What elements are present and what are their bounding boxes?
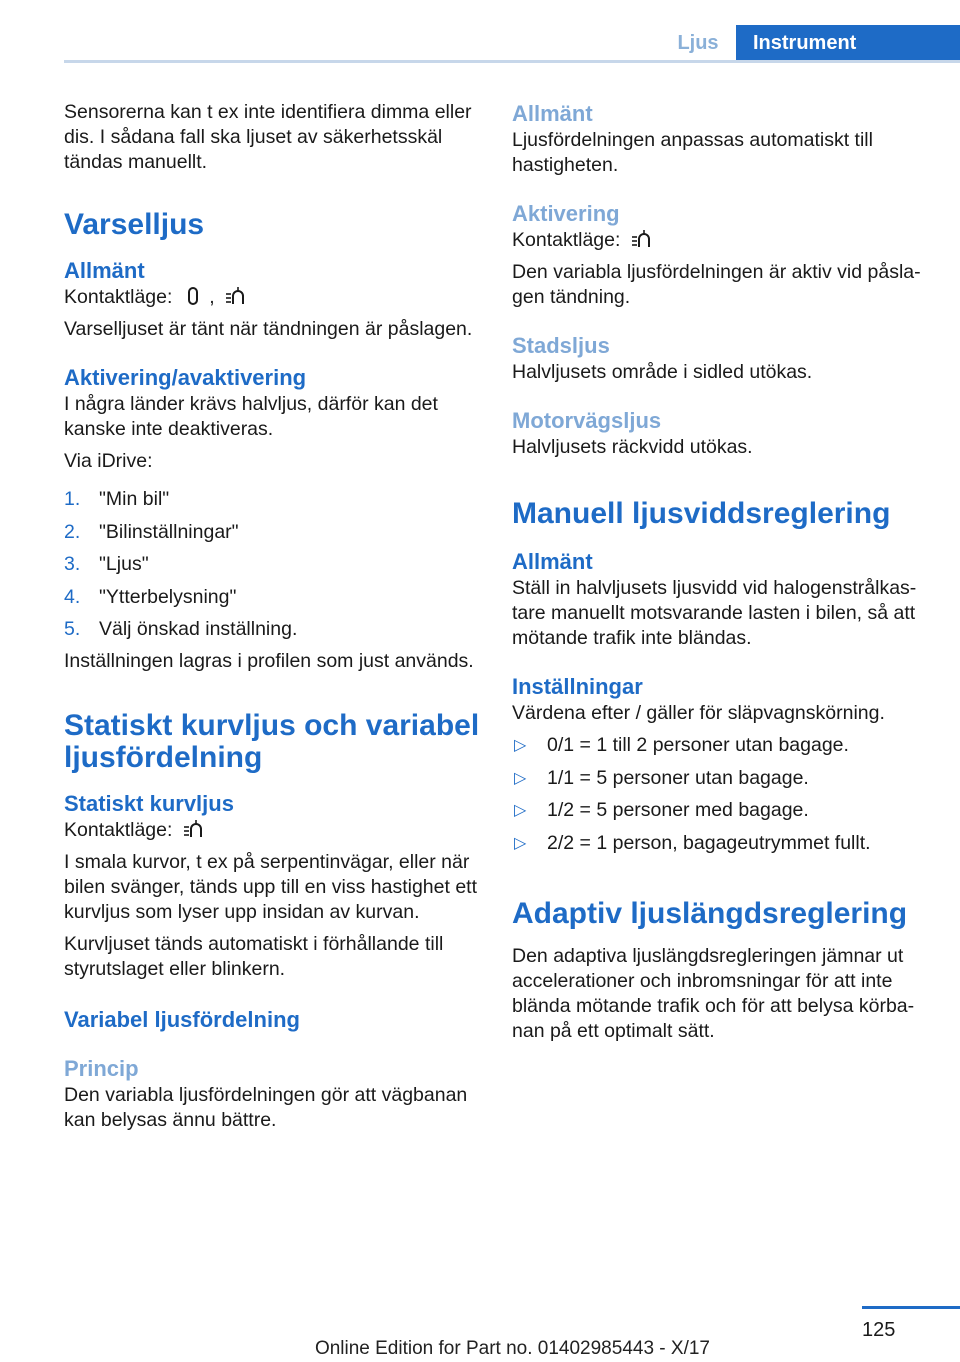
item-text: 0/1 = 1 till 2 personer utan bagage. (547, 734, 849, 756)
left-column (64, 100, 482, 1133)
step-text: Välj önskad inställning. (99, 618, 298, 640)
item-text: 1/2 = 5 personer med bagage. (547, 799, 809, 821)
kontakt-separator: , (209, 286, 215, 308)
list-item (512, 798, 932, 823)
varselljus-allmant-heading: Allmänt (64, 258, 145, 283)
step-text: "Bilinställningar" (99, 520, 239, 543)
adaptiv-title: Adaptiv ljuslängdsreglering (512, 896, 908, 930)
motorvag-heading: Motorvägsljus (512, 408, 662, 433)
stadsljus-body: Halvljusets område i sidled utökas. (512, 361, 813, 383)
footer-rule (862, 1306, 960, 1309)
list-item (512, 733, 932, 758)
bullet-triangle-icon: ▷ (514, 769, 527, 787)
princip-heading: Princip (64, 1056, 139, 1081)
edition-text: Online Edition for Part no. 01402985443 - X/17 (314, 1338, 710, 1359)
ignition-off-icon (182, 285, 204, 307)
aktivering-kontakt-line (512, 228, 932, 253)
header-chapter-tab: Instrument (736, 25, 960, 61)
list-item (512, 766, 932, 791)
adaptiv-body: Den adaptiva ljuslängdsregleringen jämnar ut accelerationer och inbromsningar för att inte blända mötande trafik och för att belysa körbanan på ett optimalt sätt. (512, 944, 915, 1042)
kontakt-label: Kontaktläge: (64, 286, 173, 308)
step-text: "Ljus" (99, 553, 149, 575)
manuell-allmant-heading: Allmänt (512, 549, 593, 574)
bullet-triangle-icon: ▷ (514, 802, 527, 819)
motorvag-body: Halvljusets räckvidd utökas. (512, 436, 753, 458)
varselljus-body: Varselljuset är tänt när tändningen är påslagen. (64, 318, 473, 340)
manuell-allmant-body: Ställ in halvljusets ljusvidd vid halogenstrålkastare manuellt motsvarande lasten i bilen, så att mötande trafik inte bländas. (512, 577, 917, 649)
manuell-title: Manuell ljusviddsreglering (512, 497, 891, 530)
statiskt-kontakt-line (64, 818, 482, 843)
step-number: 4. (64, 585, 81, 608)
list-item (64, 617, 482, 642)
step-number: 5. (64, 618, 81, 640)
statiskt-body-1: I smala kurvor, t ex på serpentinvägar, eller när bilen svänger, tänds upp till en viss hastighet ett kurvljus som lyser upp insidan av kurvan. (64, 851, 478, 923)
installningar-body: Värdena efter / gäller för släpvagnskörning. (512, 702, 885, 724)
allmant-body-right: Ljusfördelningen anpassas automatiskt till hastigheten. (512, 129, 873, 176)
stadsljus-heading: Stadsljus (512, 333, 610, 358)
variabel-heading: Variabel ljusfördelning (64, 1007, 300, 1032)
step-text: "Ytterbelysning" (99, 585, 237, 608)
item-text: 1/1 = 5 personer utan bagage. (547, 766, 809, 789)
intro-text: Sensorerna kan t ex inte identifiera dimma eller dis. I sådana fall ska ljuset av säkerhetsskäl tändas manuellt. (64, 101, 472, 173)
step-number: 1. (64, 488, 81, 510)
statiskt-body-2: Kurvljuset tänds automatiskt i förhållande till styrutslaget eller blinkern. (64, 933, 444, 980)
installningar-heading: Inställningar (512, 674, 643, 699)
step-text: "Min bil" (99, 488, 170, 510)
varselljus-kontakt-line (64, 285, 482, 310)
list-item (64, 520, 482, 545)
step-number: 3. (64, 553, 81, 575)
ignition-on-icon (182, 818, 204, 840)
kontakt-label: Kontaktläge: (64, 819, 173, 841)
ignition-on-icon (224, 285, 246, 307)
right-column (512, 100, 932, 1044)
header-section-tab: Ljus (677, 32, 719, 54)
allmant-heading-right: Allmänt (512, 101, 593, 126)
statiskt-heading: Statiskt kurvljus (64, 791, 234, 816)
varselljus-title: Varselljus (64, 208, 205, 241)
aktivering-via: Via iDrive: (64, 450, 153, 472)
installningar-list (512, 733, 932, 856)
list-item (64, 487, 482, 512)
step-number: 2. (64, 520, 81, 543)
statiskt-title: Statiskt kurvljus och variabel ljusfördelning (64, 709, 480, 774)
aktivering-body-right: Den variabla ljusfördelningen är aktiv vid påslagen tändning. (512, 261, 921, 308)
ignition-on-icon (630, 228, 652, 250)
list-item (64, 552, 482, 577)
aktivering-heading: Aktivering/avaktivering (64, 365, 307, 390)
header-rule (64, 60, 960, 63)
bullet-triangle-icon: ▷ (514, 737, 527, 754)
kontakt-label: Kontaktläge: (512, 229, 621, 251)
bullet-triangle-icon: ▷ (514, 834, 527, 852)
page-number: 125 (862, 1319, 896, 1341)
princip-body: Den variabla ljusfördelningen gör att vägbanan kan belysas ännu bättre. (64, 1084, 468, 1131)
aktivering-body: I några länder krävs halvljus, därför kan det kanske inte deaktiveras. (64, 393, 438, 440)
aktivering-heading-right: Aktivering (512, 201, 620, 226)
item-text: 2/2 = 1 person, bagageutrymmet fullt. (547, 831, 871, 854)
idrive-steps-list (64, 487, 482, 642)
list-item (64, 585, 482, 610)
aktivering-after: Inställningen lagras i profilen som just används. (64, 650, 474, 672)
list-item (512, 831, 932, 856)
